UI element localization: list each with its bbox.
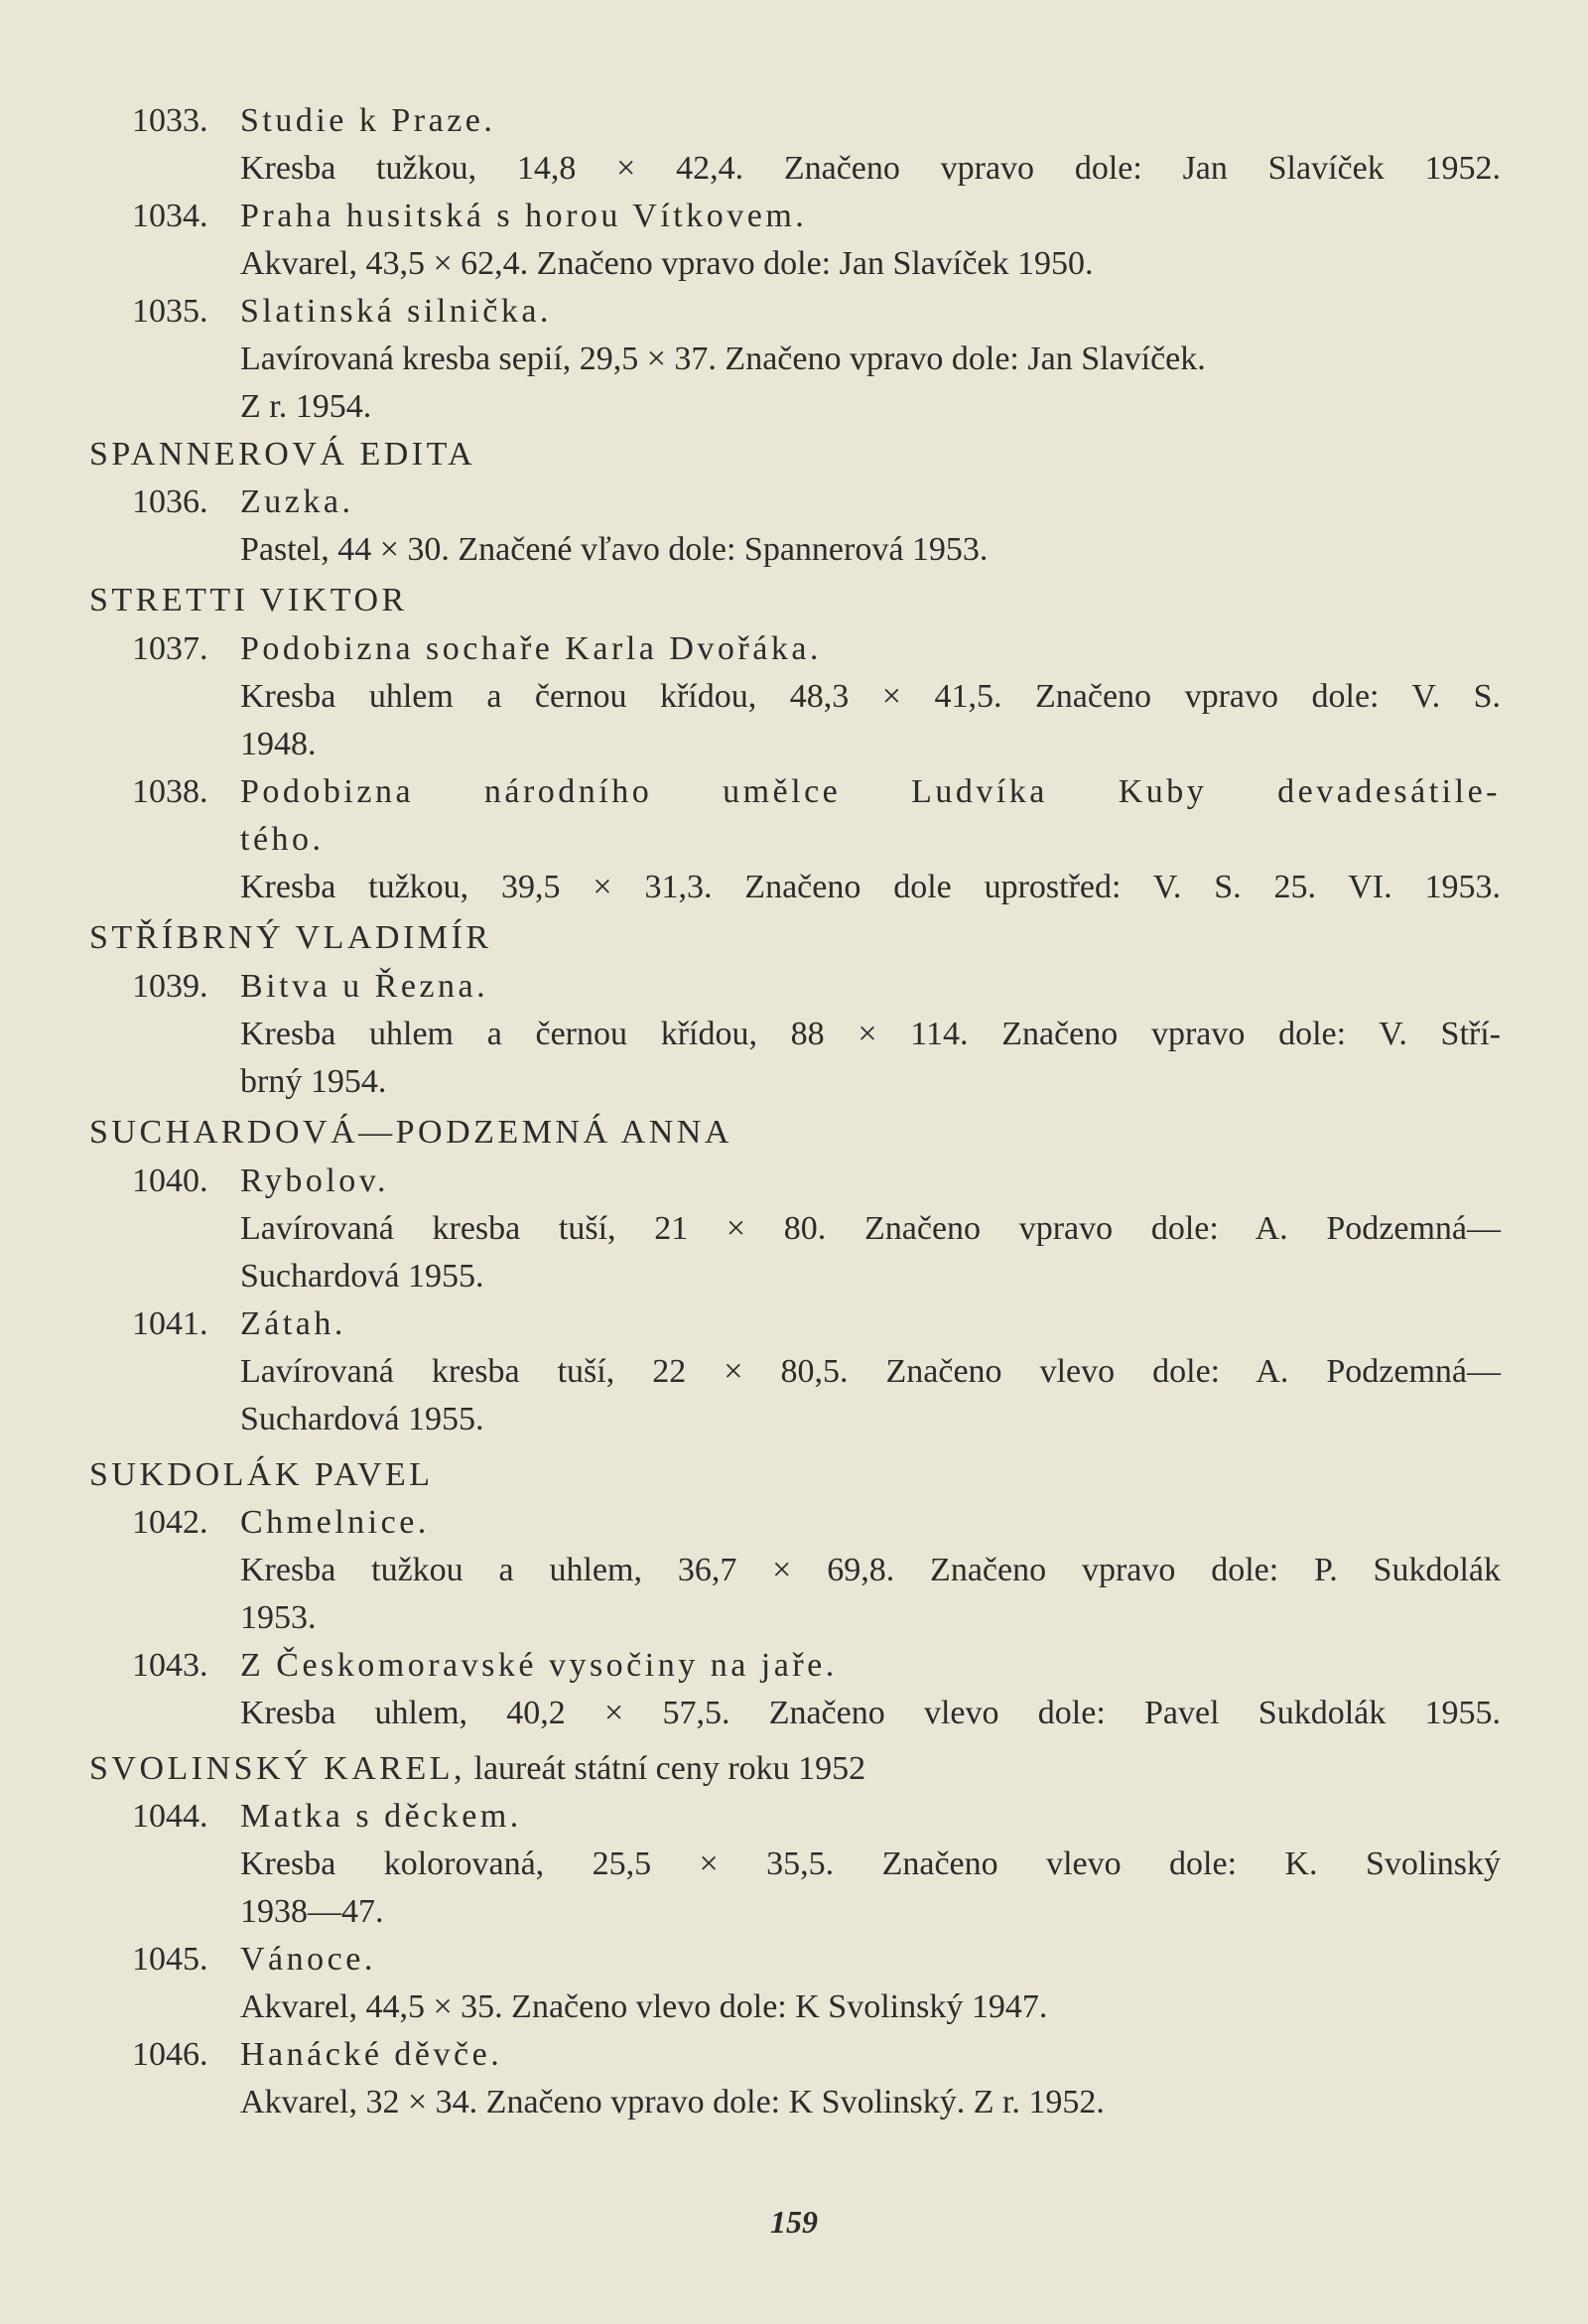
entry-title: Zuzka. xyxy=(240,483,354,520)
entry-description-continued: brný 1954. xyxy=(240,1063,387,1100)
entry-number: 1046. xyxy=(132,2036,208,2073)
artist-honor-note: laureát státní ceny roku 1952 xyxy=(465,1750,866,1787)
entry-number: 1044. xyxy=(132,1798,208,1835)
entry-title: Vánoce. xyxy=(240,1941,376,1978)
entry-description: Lavírovaná kresba tuší, 21 × 80. Značeno vpravo dole: A. Podzemná— xyxy=(240,1210,1501,1247)
entry-description-continued: 1938—47. xyxy=(240,1893,384,1930)
entry-title: Studie k Praze. xyxy=(240,102,496,139)
entry-title: Z Českomoravské vysočiny na jaře. xyxy=(240,1647,838,1684)
entry-title: Matka s děckem. xyxy=(240,1798,522,1835)
entry-title: Podobizna národního umělce Ludvíka Kuby devadesátile- xyxy=(240,773,1501,810)
entry-title: Hanácké děvče. xyxy=(240,2036,503,2073)
entry-description: Akvarel, 32 × 34. Značeno vpravo dole: K Svolinský. Z r. 1952. xyxy=(240,2084,1105,2120)
artist-name-text: SVOLINSKÝ KAREL, xyxy=(89,1750,465,1787)
entry-description: Kresba tužkou, 39,5 × 31,3. Značeno dole uprostřed: V. S. 25. VI. 1953. xyxy=(240,869,1501,905)
entry-number: 1036. xyxy=(132,483,208,520)
entry-number: 1039. xyxy=(132,968,208,1005)
entry-description: Kresba uhlem, 40,2 × 57,5. Značeno vlevo dole: Pavel Sukdolák 1955. xyxy=(240,1695,1501,1731)
entry-number: 1040. xyxy=(132,1162,208,1199)
entry-description-continued: 1953. xyxy=(240,1599,317,1636)
entry-description: Lavírovaná kresba tuší, 22 × 80,5. Značeno vlevo dole: A. Podzemná— xyxy=(240,1353,1501,1390)
entry-title: Chmelnice. xyxy=(240,1504,430,1541)
entry-description: Kresba kolorovaná, 25,5 × 35,5. Značeno vlevo dole: K. Svolinský xyxy=(240,1846,1501,1882)
entry-number: 1042. xyxy=(132,1504,208,1541)
entry-title: Bitva u Řezna. xyxy=(240,968,489,1005)
entry-number: 1034. xyxy=(132,198,208,234)
entry-title: Praha husitská s horou Vítkovem. xyxy=(240,198,808,234)
entry-title-continued: tého. xyxy=(240,821,325,858)
entry-number: 1035. xyxy=(132,293,208,330)
artist-name: SPANNEROVÁ EDITA xyxy=(89,436,476,473)
artist-name: STŘÍBRNÝ VLADIMÍR xyxy=(89,919,492,956)
artist-name: SUCHARDOVÁ—PODZEMNÁ ANNA xyxy=(89,1114,732,1151)
entry-description: Lavírovaná kresba sepií, 29,5 × 37. Značeno vpravo dole: Jan Slavíček. xyxy=(240,341,1206,377)
entry-number: 1043. xyxy=(132,1647,208,1684)
entry-title: Podobizna sochaře Karla Dvořáka. xyxy=(240,630,822,667)
entry-description-continued: 1948. xyxy=(240,726,317,762)
artist-name xyxy=(89,1745,865,1793)
entry-description: Akvarel, 43,5 × 62,4. Značeno vpravo dole: Jan Slavíček 1950. xyxy=(240,245,1094,282)
entry-description: Kresba uhlem a černou křídou, 88 × 114. Značeno vpravo dole: V. Stří- xyxy=(240,1016,1501,1052)
entry-number: 1041. xyxy=(132,1305,208,1342)
entry-title: Zátah. xyxy=(240,1305,346,1342)
entry-description: Pastel, 44 × 30. Značené vľavo dole: Spannerová 1953. xyxy=(240,531,989,568)
entry-description-continued: Z r. 1954. xyxy=(240,388,372,425)
entry-description-continued: Suchardová 1955. xyxy=(240,1401,484,1437)
entry-description-continued: Suchardová 1955. xyxy=(240,1258,484,1295)
artist-name: SUKDOLÁK PAVEL xyxy=(89,1456,434,1493)
entry-number: 1033. xyxy=(132,102,208,139)
entry-description: Akvarel, 44,5 × 35. Značeno vlevo dole: K Svolinský 1947. xyxy=(240,1988,1048,2025)
entry-number: 1045. xyxy=(132,1941,208,1978)
entry-number: 1037. xyxy=(132,630,208,667)
entry-description: Kresba tužkou a uhlem, 36,7 × 69,8. Značeno vpravo dole: P. Sukdolák xyxy=(240,1552,1501,1588)
artist-name: STRETTI VIKTOR xyxy=(89,582,408,618)
entry-title: Rybolov. xyxy=(240,1162,390,1199)
entry-title: Slatinská silnička. xyxy=(240,293,552,330)
entry-number: 1038. xyxy=(132,773,208,810)
entry-description: Kresba uhlem a černou křídou, 48,3 × 41,5. Značeno vpravo dole: V. S. xyxy=(240,678,1501,715)
entry-description: Kresba tužkou, 14,8 × 42,4. Značeno vpravo dole: Jan Slavíček 1952. xyxy=(240,150,1501,187)
page-number: 159 xyxy=(770,2204,818,2240)
